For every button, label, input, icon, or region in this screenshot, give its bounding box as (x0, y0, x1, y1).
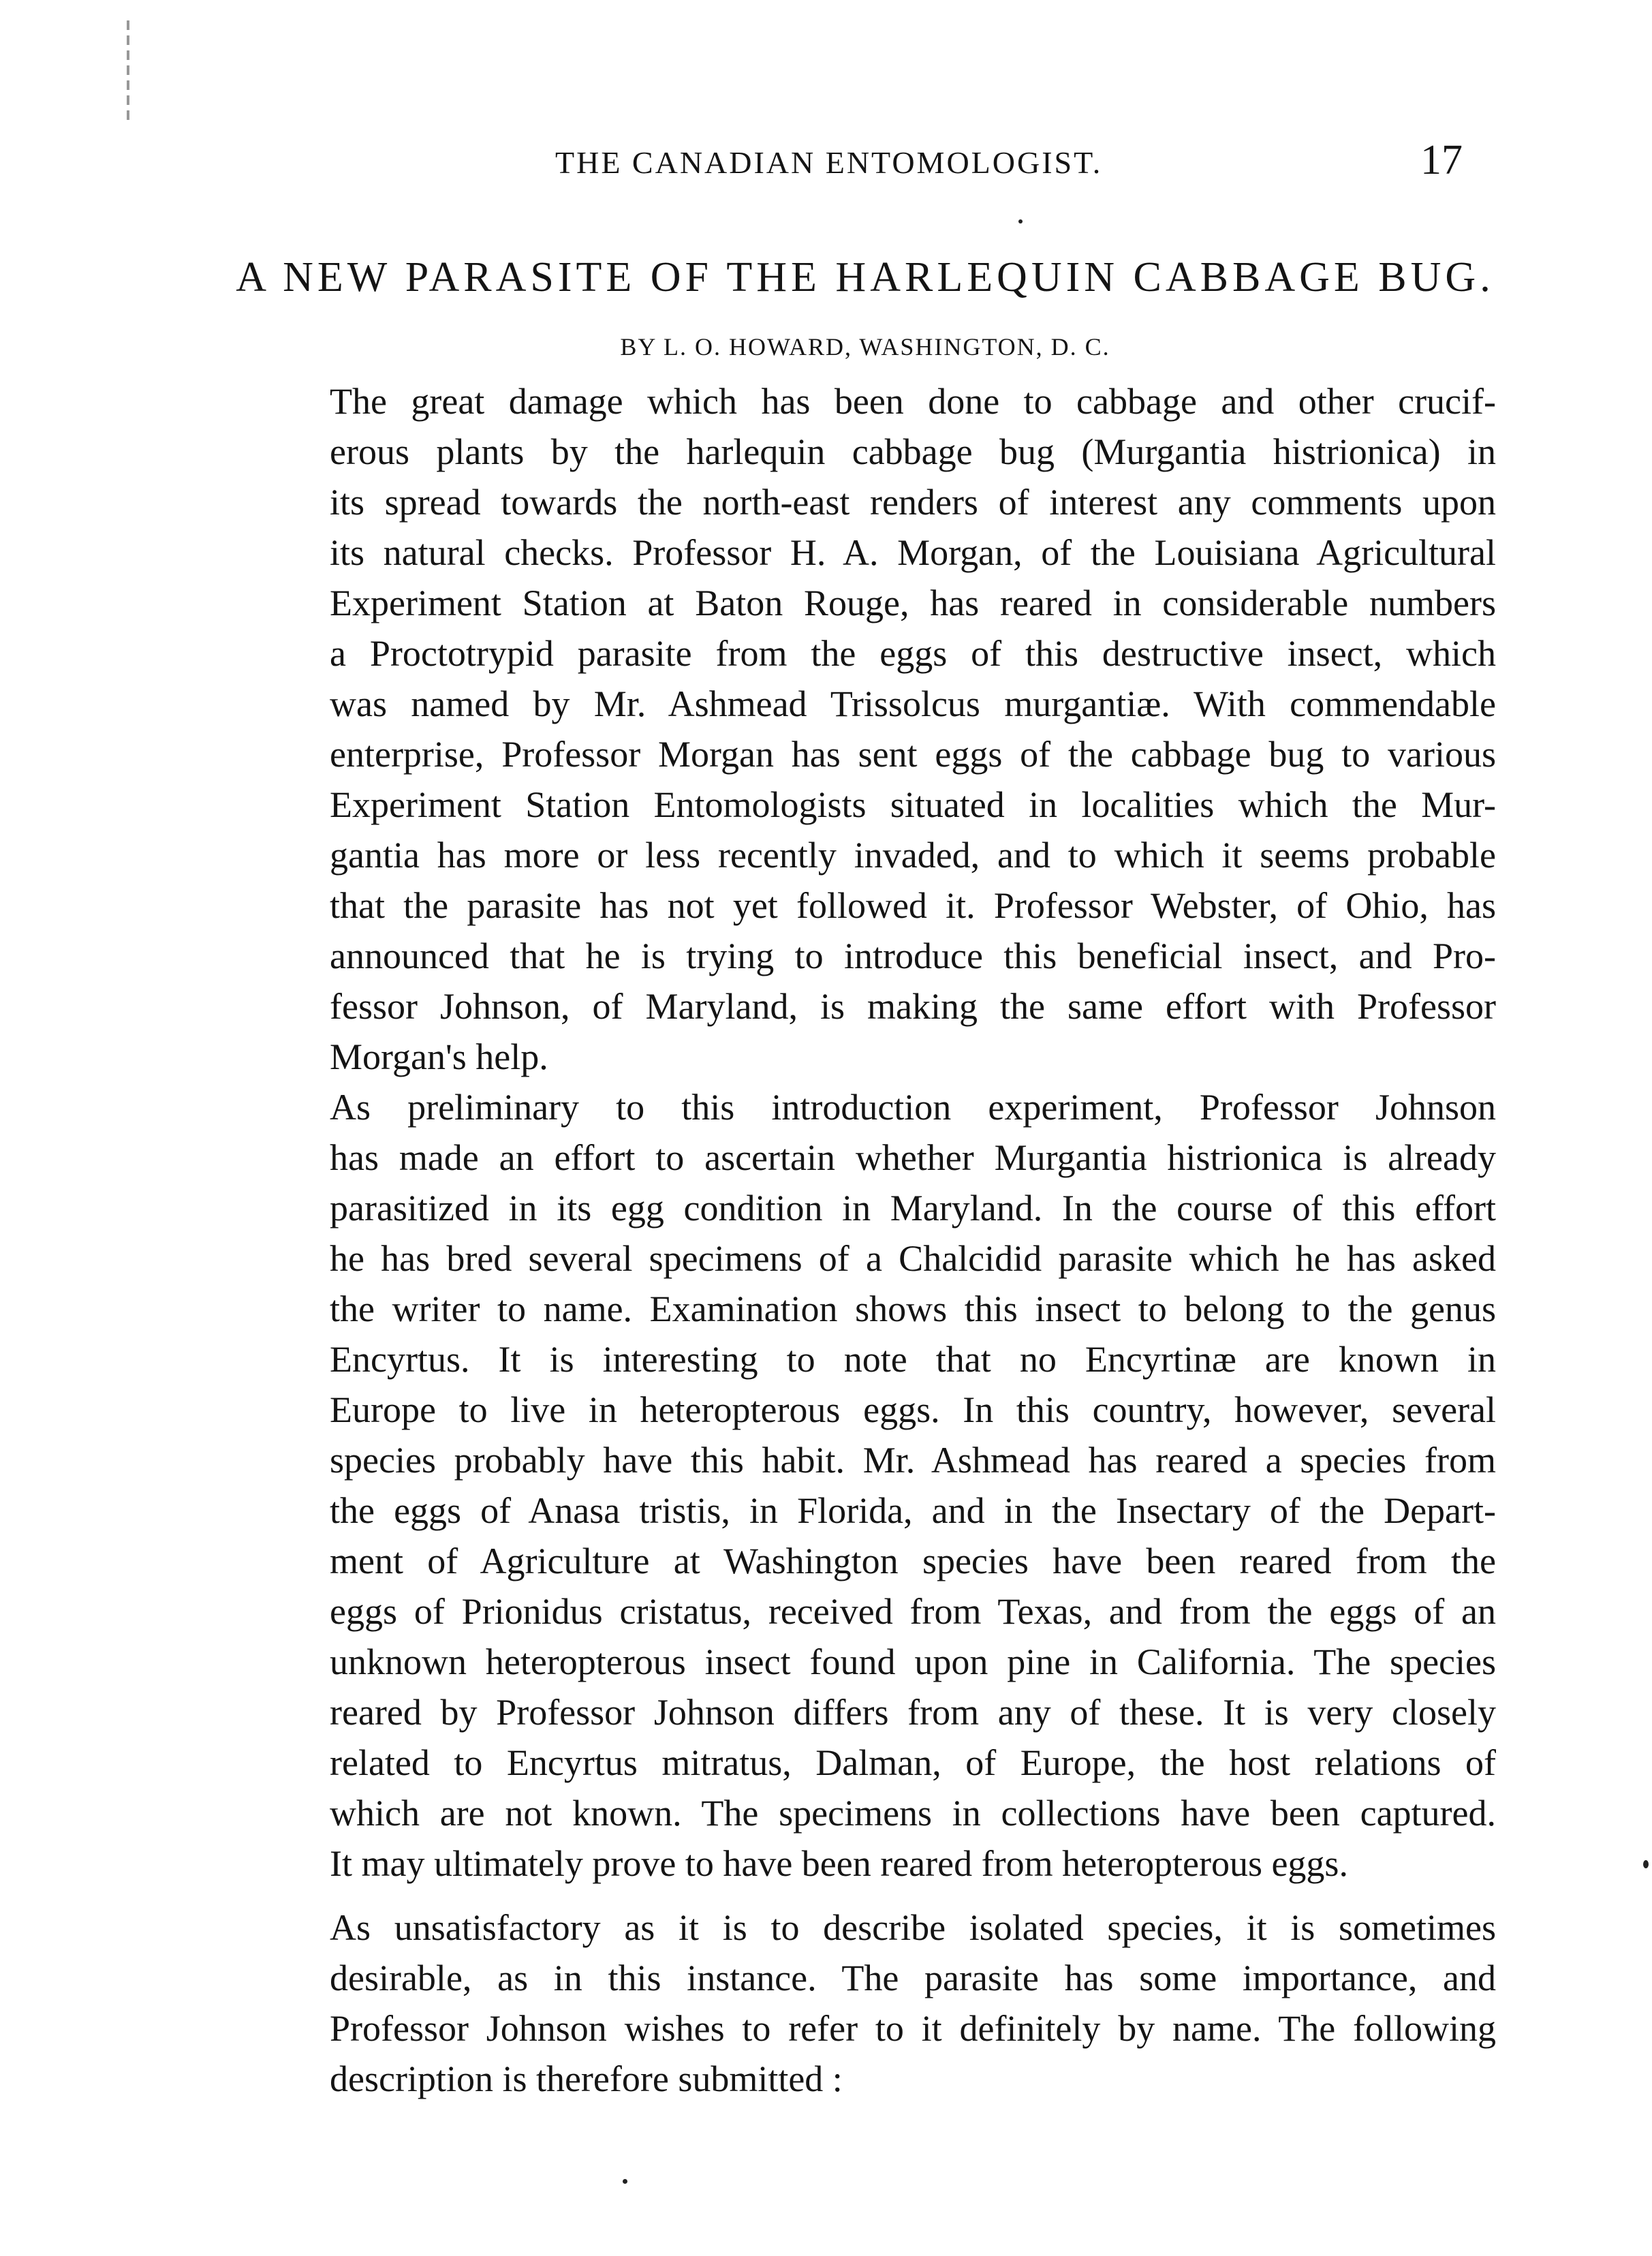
text-line: announced that he is trying to introduce this beneficial insect, and Pro- (330, 936, 1496, 976)
text-line: ment of Agriculture at Washington species have been reared from the (330, 1541, 1496, 1581)
paragraph-3 (241, 1902, 1496, 2104)
text-line: gantia has more or less recently invaded, and to which it seems probable (330, 835, 1496, 876)
text-line: that the parasite has not yet followed it. Professor Webster, of Ohio, has (330, 885, 1496, 926)
text-line: Experiment Station Entomologists situated in localities which the Mur- (330, 784, 1496, 825)
text-line: Experiment Station at Baton Rouge, has reared in considerable numbers (330, 583, 1496, 623)
text-line: related to Encyrtus mitratus, Dalman, of Europe, the host relations of (330, 1742, 1496, 1783)
text-line: unknown heteropterous insect found upon pine in California. The species (330, 1641, 1496, 1682)
article-body (241, 376, 1496, 2104)
text-line: enterprise, Professor Morgan has sent eggs of the cabbage bug to various (330, 734, 1496, 775)
scan-speck (623, 2179, 627, 2184)
text-line: reared by Professor Johnson differs from any of these. It is very closely (330, 1692, 1496, 1733)
text-line: As preliminary to this introduction experiment, Professor Johnson (330, 1087, 1496, 1128)
text-line: description is therefore submitted : (330, 2058, 843, 2099)
text-line: has made an effort to ascertain whether Murgantia histrionica is already (330, 1137, 1496, 1178)
paragraph-1 (241, 376, 1496, 1082)
article-byline: BY L. O. HOWARD, WASHINGTON, D. C. (620, 333, 1110, 360)
text-line: parasitized in its egg condition in Maryland. In the course of this effort (330, 1188, 1496, 1229)
text-line: a Proctotrypid parasite from the eggs of this destructive insect, which (330, 633, 1496, 674)
scan-edge-mark (127, 20, 129, 123)
scan-speck (1018, 219, 1023, 223)
text-line: As unsatisfactory as it is to describe isolated species, it is sometimes (330, 1907, 1496, 1948)
running-head: THE CANADIAN ENTOMOLOGIST. (555, 145, 1103, 180)
text-line: fessor Johnson, of Maryland, is making the same effort with Professor (330, 986, 1496, 1027)
paragraph-2 (241, 1082, 1496, 1889)
page-number: 17 (1420, 137, 1463, 183)
text-line: the eggs of Anasa tristis, in Florida, and in the Insectary of the Depart- (330, 1490, 1496, 1531)
text-line: Europe to live in heteropterous eggs. In this country, however, several (330, 1389, 1496, 1430)
article-title: A NEW PARASITE OF THE HARLEQUIN CABBAGE BUG. (236, 254, 1495, 300)
text-line: Morgan's help. (330, 1036, 548, 1077)
text-line: which are not known. The specimens in collections have been captured. (330, 1793, 1496, 1834)
text-line: he has bred several specimens of a Chalcidid parasite which he has asked (330, 1238, 1496, 1279)
text-line: The great damage which has been done to cabbage and other crucif- (330, 381, 1496, 422)
text-line: eggs of Prionidus cristatus, received from Texas, and from the eggs of an (330, 1591, 1496, 1632)
text-line: the writer to name. Examination shows this insect to belong to the genus (330, 1288, 1496, 1329)
text-line: desirable, as in this instance. The parasite has some importance, and (330, 1958, 1496, 1998)
text-line: It may ultimately prove to have been reared from heteropterous eggs. (330, 1843, 1348, 1884)
text-line: its spread towards the north-east renders of interest any comments upon (330, 482, 1496, 523)
text-line: its natural checks. Professor H. A. Morgan, of the Louisiana Agricultural (330, 532, 1496, 573)
text-line: erous plants by the harlequin cabbage bug (Murgantia histrionica) in (330, 431, 1496, 472)
text-line: species probably have this habit. Mr. Ashmead has reared a species from (330, 1440, 1496, 1481)
text-line: Professor Johnson wishes to refer to it definitely by name. The following (330, 2008, 1496, 2049)
text-line: was named by Mr. Ashmead Trissolcus murgantiæ. With commendable (330, 683, 1496, 724)
text-line: Encyrtus. It is interesting to note that no Encyrtinæ are known in (330, 1339, 1496, 1380)
scan-speck (1643, 1860, 1649, 1868)
